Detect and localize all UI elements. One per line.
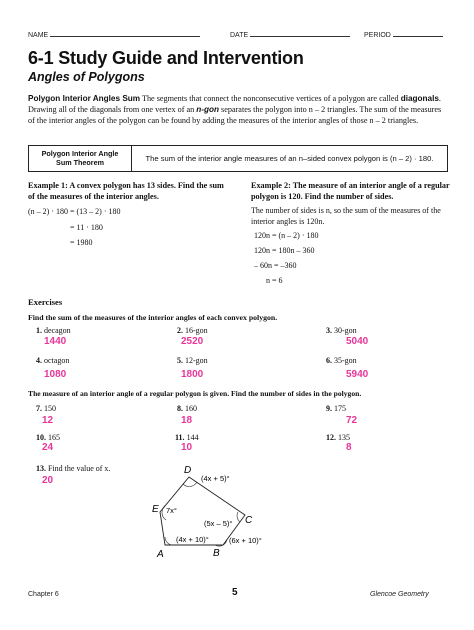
exercise-5-answer: 1800 xyxy=(181,369,204,380)
example-2-label: Example 2: xyxy=(251,181,291,190)
exercise-2: 2. 16-gon xyxy=(177,326,208,335)
vertex-label-a: A xyxy=(157,549,164,560)
exercise-5: 5. 12-gon xyxy=(177,356,208,365)
exercise-7-answer: 12 xyxy=(42,415,54,426)
exercise-3: 3. 30-gon xyxy=(326,326,357,335)
vertex-label-d: D xyxy=(184,465,192,476)
angle-label-b: (6x + 10)° xyxy=(229,536,262,545)
angle-arc-a xyxy=(165,537,173,545)
exercise-12: 12. 135 xyxy=(326,433,350,442)
example-2-line-1: 120n = (n – 2) · 180 xyxy=(254,231,319,240)
date-label: DATE xyxy=(230,32,249,39)
exercise-7: 7. 150 xyxy=(36,404,56,413)
exercise-8: 8. 160 xyxy=(177,404,197,413)
exercise-1-answer: 1440 xyxy=(44,336,67,347)
exercise-3-answer: 5040 xyxy=(346,336,369,347)
angle-label-d: (4x + 5)° xyxy=(201,474,230,483)
angle-label-c: (5x – 5)° xyxy=(204,519,233,528)
example-2-line-3: – 60n = –360 xyxy=(254,261,297,270)
page-subtitle: Angles of Polygons xyxy=(28,70,145,84)
exercises-instruction-2: The measure of an interior angle of a regular polygon is given. Find the number of sides in the polygon. xyxy=(28,389,362,398)
example-2-line-4: n = 6 xyxy=(266,276,283,285)
example-1-text: A convex polygon has 13 sides. Find the sum of the measures of the interior angles. xyxy=(28,181,224,201)
exercise-1: 1. decagon xyxy=(36,326,71,335)
example-1-label: Example 1: xyxy=(28,181,68,190)
exercises-instruction-1: Find the sum of the measures of the interior angles of each convex polygon. xyxy=(28,313,278,322)
example-1-line-3: = 1980 xyxy=(70,238,93,247)
exercise-11: 11. 144 xyxy=(175,433,199,442)
exercise-11-answer: 10 xyxy=(181,442,193,453)
period-label: PERIOD xyxy=(364,32,391,39)
exercise-9-answer: 72 xyxy=(346,415,358,426)
exercise-4: 4. octagon xyxy=(36,356,70,365)
exercise-10-answer: 24 xyxy=(42,442,54,453)
intro-text-1: The segments that connect the nonconsecutive vertices of a polygon are called xyxy=(140,94,401,103)
intro-heading: Polygon Interior Angles Sum xyxy=(28,94,141,103)
exercise-12-answer: 8 xyxy=(346,442,352,453)
exercise-2-answer: 2520 xyxy=(181,336,204,347)
example-2-text: The measure of an interior angle of a regular polygon is 120. Find the number of sides. xyxy=(251,181,450,201)
diagonals-term: diagonals xyxy=(400,94,439,103)
exercise-10: 10. 165 xyxy=(36,433,60,442)
angle-label-e: 7x° xyxy=(166,506,177,515)
footer-chapter: Chapter 6 xyxy=(28,591,59,598)
ngon-term: n-gon xyxy=(196,105,219,114)
page-title: 6-1 Study Guide and Intervention xyxy=(28,48,304,68)
angle-arc-c xyxy=(237,512,240,522)
footer-page-number: 5 xyxy=(232,587,238,598)
footer-publisher: Glencoe Geometry xyxy=(370,591,429,598)
example-1-line-1: (n – 2) · 180 = (13 – 2) · 180 xyxy=(28,207,121,216)
exercise-13-answer: 20 xyxy=(42,475,54,486)
theorem-name: Polygon Interior Angle Sum Theorem xyxy=(29,146,132,171)
exercise-6: 6. 35-gon xyxy=(326,356,357,365)
vertex-label-c: C xyxy=(245,515,253,526)
vertex-label-b: B xyxy=(213,548,220,559)
exercise-9: 9. 175 xyxy=(326,404,346,413)
example-2-explain: The number of sides is n, so the sum of the measures of the interior angles is 120n. xyxy=(251,206,441,226)
exercise-13: 13. Find the value of x. xyxy=(36,464,111,473)
exercise-6-answer: 5940 xyxy=(346,369,369,380)
angle-arc-d xyxy=(183,482,197,486)
exercise-8-answer: 18 xyxy=(181,415,193,426)
theorem-statement: The sum of the interior angle measures of an n–sided convex polygon is (n – 2) · 180. xyxy=(145,154,434,163)
exercise-4-answer: 1080 xyxy=(44,369,67,380)
name-label: NAME xyxy=(28,32,49,39)
intro-text-3: separates the polygon into n – 2 triangles. The sum of the measures of the interior angles of the polygon can be found by adding the measures of the interior angles of those n – 2 triangles. xyxy=(28,105,442,125)
angle-label-a: (4x + 10)° xyxy=(176,535,209,544)
example-2-line-2: 120n = 180n – 360 xyxy=(254,246,315,255)
intro-text-2: . Drawing all of the diagonals from one vertex of an xyxy=(28,94,441,114)
vertex-label-e: E xyxy=(152,504,159,515)
example-1-line-2: = 11 · 180 xyxy=(70,223,103,232)
exercises-heading: Exercises xyxy=(28,297,63,307)
